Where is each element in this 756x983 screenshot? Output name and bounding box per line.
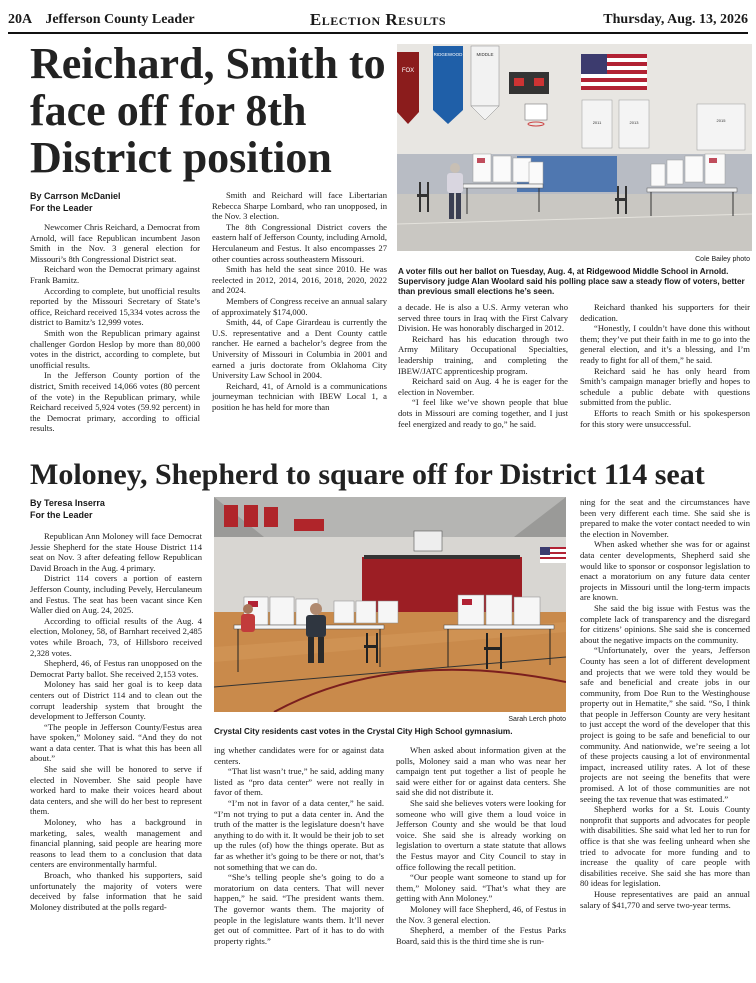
story1-column-3 (398, 302, 568, 429)
story1-headline: Reichard, Smith to face off for 8th District position (30, 39, 386, 182)
paragraph: a decade. He is also a U.S. Army veteran who served three tours in Iraq with the First Calvary Division. He was honorably discharged in 2012. (398, 302, 568, 334)
paragraph: Moloney, who has a background in marketing, sales, wealth management and financial planning, said people are hearing more reasons to lead them to a conclusion that data centers are environmentally harmful. (30, 817, 202, 870)
paragraph: She said she believes voters were looking for someone who will give them a loud voice in Jefferson County and she would be that loud voice. She said she is already working on legislation to overturn a state statute that allows the Festus mayor and City Council to stay in office following the recall petition. (396, 797, 566, 872)
story2-column-1 (30, 531, 202, 912)
paragraph: Reichard said on Aug. 4 he is eager for the election in November. (398, 376, 568, 397)
paragraph: Smith, 44, of Cape Girardeau is currently the U.S. representative and a Dent County cattle rancher. He earned a bachelor’s degree from the University of Missouri in Columbia in 2001 and earned a juris doctorate from Oklahoma City University Law School in 2004. (212, 317, 387, 381)
story2-photo-caption: Crystal City residents cast votes in the Crystal City High School gymnasium. (214, 727, 513, 736)
paragraph: Shepherd, a member of the Festus Parks Board, said this is the third time she is run- (396, 925, 566, 946)
paragraph: Smith won the Republican primary against challenger Gordon Heslop by more than 80,000 votes in the district, according to complete, but unofficial results. (30, 327, 200, 370)
story1-photo (397, 44, 752, 251)
paragraph: Shepherd works for a St. Louis County nonprofit that supports and advocates for people with disabilities. She said what led her to run for office is that she was feeling unheard when she tried to advocate for more funding and to increase the quality of care people with disabilities receive. She said she has more than 80 ideas for legislation. (580, 804, 750, 889)
paragraph: “That list wasn’t true,” he said, adding many listed as “pro data center” were not really in favor of them. (214, 766, 384, 798)
paragraph: She said she will be honored to serve if elected in November. She said people have worked hard to make their voices heard about data centers, and she will do her best to represent them. (30, 764, 202, 817)
paragraph: “Honestly, I couldn’t have done this without them; they’ve put their faith in me to go into the general election, and it’s a blessing, and I’m ready to fight for all of them,” he said. (580, 323, 750, 365)
svg-text:2011: 2011 (592, 120, 602, 125)
story1-column-2 (212, 190, 387, 412)
page-number-and-paper: 20A Jefferson County Leader (8, 12, 195, 27)
story1-column-4 (580, 302, 750, 429)
story2-column-4 (580, 497, 750, 910)
story2-column-3 (396, 745, 566, 946)
issue-date: Thursday, Aug. 13, 2026 (603, 12, 748, 27)
paragraph: When asked about information given at the polls, Moloney said a man who was near her campaign tent put together a list of people he said were either for or against data centers. She said she did not distribute it. (396, 745, 566, 798)
paragraph: Moloney has said her goal is to keep data centers out of District 114 and to clean out the corrupt leadership system that brought the development to Jefferson County. (30, 679, 202, 722)
paragraph: District 114 covers a portion of eastern Jefferson County, including Pevely, Herculaneum and Festus. The seat has been vacant since Ken Waller died on Aug. 24, 2025. (30, 573, 202, 616)
byline-org: For the Leader (30, 510, 93, 520)
svg-text:MIDDLE: MIDDLE (476, 52, 494, 57)
paragraph: ning for the seat and the circumstances have been very different each time. She said she is prepared to make the voter contact needed to win the election in November. (580, 497, 750, 539)
paragraph: House representatives are paid an annual salary of $41,770 and serve two-year terms. (580, 888, 750, 910)
paragraph: “She’s telling people she’s going to do a moratorium on data centers. That will never happen,” he said. “The president wants them. The governor wants them. The majority of people in the legislature wants them. It’ll never get out of committee. Part of it has to do with property rights.” (214, 872, 384, 946)
svg-text:FOX: FOX (401, 68, 415, 74)
paragraph: She said the big issue with Festus was the complete lack of transparency and the disregard for citizens’ opinions. She said she is concerned about the negative impacts on the community. (580, 602, 750, 645)
paragraph: In the Jefferson County portion of the district, Smith received 14,066 votes (80 percent of the vote) in the Republican primary, while Reichard received 5,924 votes (59.92 percent) in the Democrat primary, according to official results. (30, 370, 200, 434)
paragraph: Reichard thanked his supporters for their dedication. (580, 302, 750, 323)
story2-headline: Moloney, Shepherd to square off for District 114 seat (30, 458, 705, 491)
paragraph: “The people in Jefferson County/Festus area have spoken,” Moloney said. “And they do not want a data center. That is what this has been all about.” (30, 721, 202, 764)
paragraph: Shepherd, 46, of Festus ran unopposed on the Democrat Party ballot. She received 2,153 votes. (30, 658, 202, 679)
story1-photo-caption: A voter fills out her ballot on Tuesday, Aug. 4, at Ridgewood Middle School in Arnold. Supervisory judge Alan Woolard said his polling place saw a steady flow of voters, better than previous small elections he’s seen. (398, 267, 745, 296)
paragraph: Smith has held the seat since 2010. He was reelected in 2012, 2014, 2016, 2018, 2020, 2022 and 2024. (212, 264, 387, 296)
gymnasium-voting-image (214, 497, 566, 712)
polling-place-gym-image (397, 44, 752, 251)
paragraph: Reichard said he has only heard from Smith’s campaign manager briefly and hopes to schedule a public debate with questions submitted from the public. (580, 365, 750, 408)
paragraph: Moloney will face Shepherd, 46, of Festus in the Nov. 3 general election. (396, 903, 566, 925)
svg-text:RIDGEWOOD: RIDGEWOOD (433, 52, 463, 57)
paragraph: Reichard, 41, of Arnold is a communications journeyman technician with IBEW Local 1, a position he has held for more than (212, 380, 387, 412)
paragraph: ing whether candidates were for or against data centers. (214, 745, 384, 766)
svg-text:2015: 2015 (716, 118, 726, 123)
american-flag-icon (540, 547, 566, 563)
svg-text:2013: 2013 (629, 120, 639, 125)
story2-photo (214, 497, 566, 712)
paragraph: Smith and Reichard will face Libertarian Rebecca Sharpe Lombard, who ran unopposed, in the Nov. 3 election. (212, 190, 387, 222)
paragraph: “Our people want someone to stand up for them,” Moloney said. “That’s what they are getting with Ann Moloney.” (396, 872, 566, 904)
paragraph: Reichard has his education through two Army Military Occupational Specialties, leadership training, and completing the IBEW/JATC apprenticeship program. (398, 333, 568, 376)
page-header (8, 8, 748, 34)
voter-figure (241, 604, 255, 632)
paragraph: The 8th Congressional District covers the eastern half of Jefferson County, including Arnold, Herculaneum and Festus. It also encompasses 27 other counties across southeastern Missouri. (212, 221, 387, 264)
paragraph: “I’m not in favor of a data center,” he said. “I’m not trying to put a data center in. And the truth of the matter is the legislature doesn’t have anything to do with it. It would be their job to set up the rules (of) how the things operate. But as far as whether it’s going to be there or not, that’s not something that we can do. (214, 797, 384, 872)
byline-name: By Teresa Inserra (30, 498, 105, 508)
story1-byline (30, 190, 180, 214)
paragraph: “Unfortunately, over the years, Jefferson County has seen a lot of different development and projects that we were told they would be safe and beneficial and create jobs in our community, from Doe Run to the Westinghouse property out in Hematite,” she said. “So, I think that people in Jefferson County are very hesitant to just accept the word of the developer that this project is going to be safe and beneficial to our community. And nationwide, we’re seeing a lot of these projects causing a lot of environmental impact, increased utility rates. A lot of these projects are not seeing the benefits that were promised. A lot of those communities are not seeing the tax revenue that was estimated.” (580, 645, 750, 804)
paragraph: Efforts to reach Smith or his spokesperson for this story were unsuccessful. (580, 407, 750, 429)
story2-column-2 (214, 745, 384, 946)
byline-name: By Carrson McDaniel (30, 191, 121, 201)
paragraph: Newcomer Chris Reichard, a Democrat from Arnold, will face Republican incumbent Jason Smith in the Nov. 3 general election for Missouri’s 8th Congressional District seat. (30, 222, 200, 264)
paragraph: According to official results of the Aug. 4 election, Moloney, 58, of Barnhart received 2,485 votes while Broach, 73, of Hillsboro received 2,328 votes. (30, 615, 202, 658)
paragraph: Republican Ann Moloney will face Democrat Jessie Shepherd for the state House District 114 seat on Nov. 3 after defeating fellow Republican David Broach in the Aug. 4 primary. (30, 531, 202, 573)
paragraph: “I feel like we’ve shown people that blue dots in Missouri are coming together, and I just feel energized and ready to go,” he said. (398, 397, 568, 429)
paragraph: When asked whether she was for or against data center developments, Shepherd said she would like to sponsor or cosponsor legislation to enact a moratorium on any future data center projects in Missouri until the long-term impacts are known. (580, 539, 750, 603)
story1-column-1 (30, 222, 200, 434)
story2-photo-credit: Sarah Lerch photo (508, 716, 566, 723)
paragraph: Reichard won the Democrat primary against Frank Bamitz. (30, 264, 200, 285)
byline-org: For the Leader (30, 203, 93, 213)
story1-photo-credit: Cole Bailey photo (695, 256, 750, 263)
paragraph: Broach, who thanked his supporters, said unfortunately the majority of voters were deceived by false information that he said Moloney distributed at the polls regard- (30, 870, 202, 912)
story2-byline (30, 497, 180, 521)
paragraph: Members of Congress receive an annual salary of approximately $174,000. (212, 295, 387, 317)
paragraph: According to complete, but unofficial results reported by the Missouri Secretary of State’s office, Reichard received 15,334 votes across the district to Bamitz’s 12,999 votes. (30, 285, 200, 328)
section-title: Election Results (309, 10, 447, 29)
